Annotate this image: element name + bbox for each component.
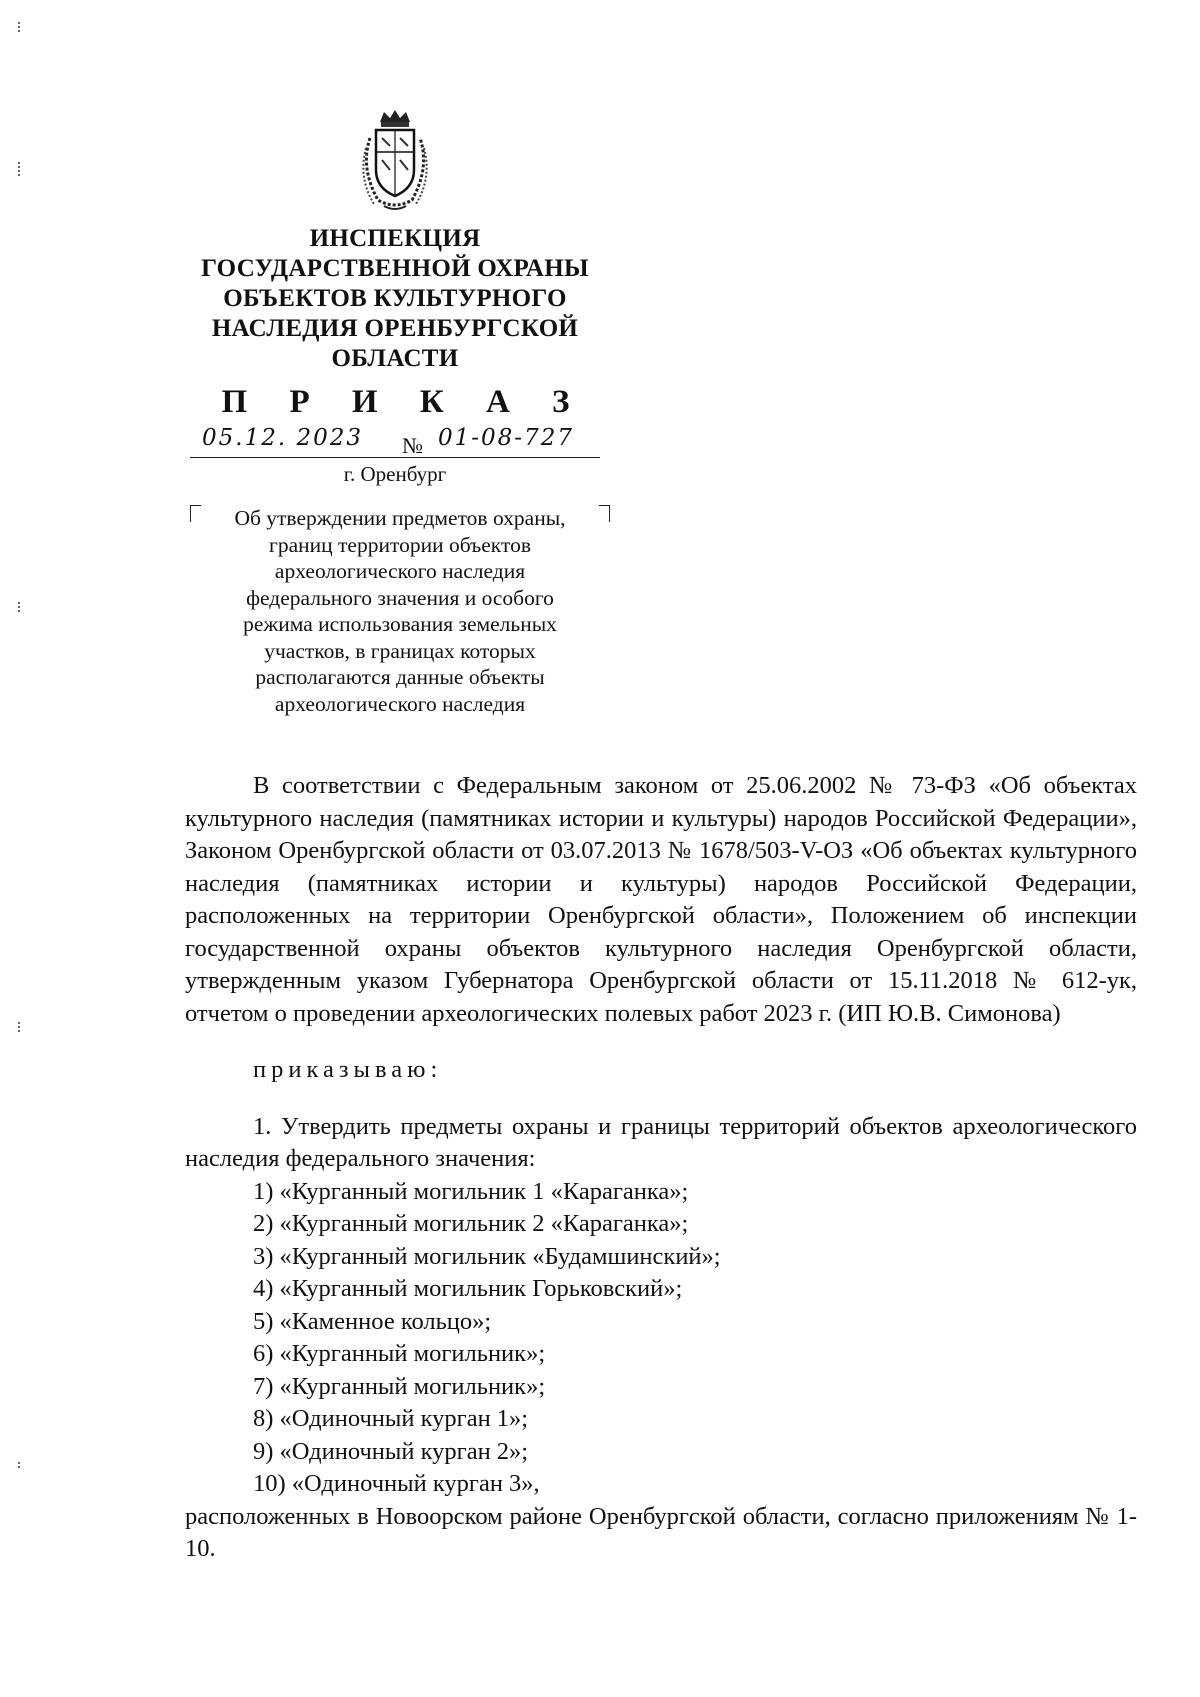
scan-mark (14, 160, 30, 176)
city-name: г. Оренбург (343, 462, 447, 486)
item1-outro: расположенных в Новоорском районе Оренбургской области, согласно приложениям № 1-10. (185, 1502, 1137, 1562)
preamble-paragraph: В соответствии с Федеральным законом от 25.06.2002 № 73-ФЗ «Об объектах культурного наследия (памятниках истории и культуры) народов Российской Федерации», Законом Оренбургской области от 03.07.2013 № 1678/503-V-ОЗ «Об объектах культурного наследия (памятниках истории и культуры) народов Российской Федерации, расположенных на территории Оренбургской области», Положением об инспекции государственной охраны объектов культурного наследия Оренбургской области, утвержденным указом Губернатора Оренбургской области от 15.11.2018 № 612-ук, отчетом о проведении археологических полевых работ 2023 г. (ИП Ю.В. Симонова) (185, 772, 1137, 1027)
document-header (185, 108, 605, 487)
corner-bracket-right (599, 505, 610, 522)
number-sign: № (402, 433, 423, 458)
subject-line: режима использования земельных (243, 612, 557, 636)
monuments-list (185, 1176, 1137, 1501)
subject-line: участков, в границах которых (264, 638, 536, 663)
order-word: приказываю: (253, 1056, 443, 1083)
corner-bracket-left (190, 505, 201, 522)
scan-mark (14, 20, 30, 36)
list-item: 8) «Одиночный курган 1»; (253, 1405, 529, 1432)
list-item: 7) «Курганный могильник»; (253, 1372, 546, 1400)
date-number-line (190, 427, 600, 458)
coat-of-arms-emblem (354, 108, 436, 212)
subject-line: границ территории объектов (269, 532, 531, 557)
subject-line: археологического наследия (274, 691, 526, 716)
organization-line: ГОСУДАРСТВЕННОЙ ОХРАНЫ (201, 255, 589, 282)
organization-line: ОБЛАСТИ (331, 345, 459, 372)
subject-block (190, 505, 610, 717)
subject-line: Об утверждении предметов охраны, (234, 506, 566, 530)
scan-mark (14, 600, 30, 616)
list-item: 4) «Курганный могильник Горьковский»; (253, 1275, 683, 1302)
list-item: 2) «Курганный могильник 2 «Караганка»; (253, 1210, 689, 1237)
handwritten-date: 05.12. 2023 (202, 425, 363, 451)
organization-name (185, 224, 605, 374)
list-item: 9) «Одиночный курган 2»; (253, 1437, 529, 1465)
organization-line: ОБЪЕКТОВ КУЛЬТУРНОГО (223, 285, 567, 312)
list-item: 6) «Курганный могильник»; (253, 1340, 546, 1367)
list-item: 10) «Одиночный курган 3», (253, 1470, 540, 1497)
list-item: 3) «Курганный могильник «Будамшинский»; (253, 1242, 721, 1270)
list-item: 1) «Курганный могильник 1 «Караганка»; (253, 1177, 689, 1205)
scan-mark (14, 1020, 30, 1036)
scan-mark (14, 1460, 30, 1476)
document-type-title: П Р И К А З (221, 384, 587, 420)
subject-line: федерального значения и особого (246, 585, 554, 610)
item1-intro: 1. Утвердить предметы охраны и границы территорий объектов археологического наследия федерального значения: (185, 1112, 1137, 1172)
list-item: 5) «Каменное кольцо»; (253, 1307, 492, 1335)
organization-line: ИНСПЕКЦИЯ (309, 225, 481, 252)
subject-line: располагаются данные объекты (255, 665, 545, 689)
document-body (185, 770, 1137, 1566)
subject-line: археологического наследия (274, 559, 526, 583)
organization-line: НАСЛЕДИЯ ОРЕНБУРГСКОЙ (211, 315, 579, 342)
handwritten-number: 01-08-727 (438, 425, 574, 451)
